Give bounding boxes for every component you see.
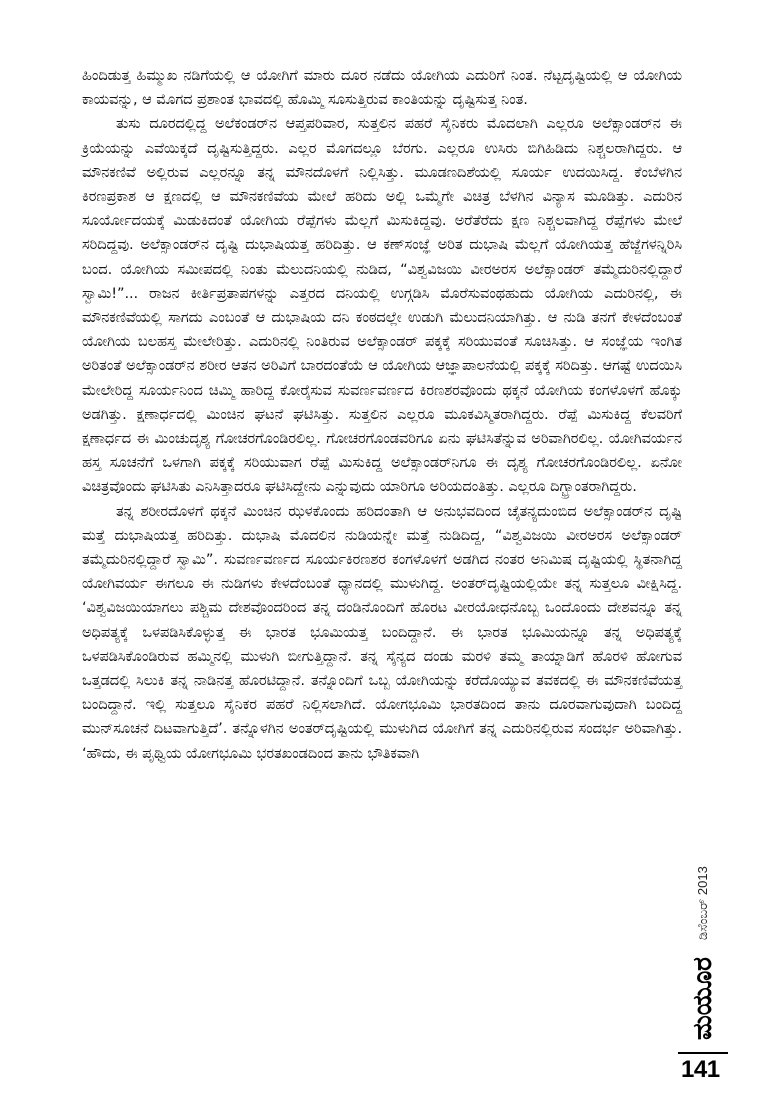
issue-date: ಡಿಸೆಂಬರ್ 2013 bbox=[695, 866, 710, 940]
paragraph: ಹಿಂದಿಡುತ್ತ ಹಿಮ್ಮುಖ ನಡಿಗೆಯಲ್ಲಿ ಆ ಯೋಗಿಗೆ ಮಾರು ದೂರ ನಡೆದು ಯೋಗಿಯ ಎದುರಿಗೆ ನಿಂತ. ನೆಟ್ಟದೃಷ್ಟಿಯಲ್ಲಿ ಆ ಯೋಗಿಯ ಕಾಯವನ್ನು, ಆ ಮೊಗದ ಪ್ರಶಾಂತ ಭಾವದಲ್ಲಿ ಹೊಮ್ಮಿ ಸೂಸುತ್ತಿರುವ ಕಾಂತಿಯನ್ನು ದೃಷ್ಟಿಸುತ್ತ ನಿಂತ. bbox=[82, 67, 682, 109]
magazine-logo: ಮಯೂರ bbox=[688, 957, 718, 1041]
magazine-sidebar bbox=[690, 820, 716, 1060]
paragraph: ತುಸು ದೂರದಲ್ಲಿದ್ದ ಅಲೆಕಂಡರ್‌ನ ಆಪ್ತಪರಿವಾರ, ಸುತ್ತಲಿನ ಪಹರೆ ಸೈನಿಕರು ಮೊದಲಾಗಿ ಎಲ್ಲರೂ ಅಲೆಕ್ಸಾಂಡರ್‌ನ ಈ ಕ್ರಿಯೆಯನ್ನು ಎವೆಯಿಕ್ಕದೆ ದೃಷ್ಟಿಸುತ್ತಿದ್ದರು. ಎಲ್ಲರ ಮೊಗದಲ್ಲೂ ಬೆರಗು. ಎಲ್ಲರೂ ಉಸಿರು ಬಿಗಿಹಿಡಿದು ನಿಶ್ಚಲರಾಗಿದ್ದರು. ಆ ಮೌನಕಣಿವೆ ಅಲ್ಲಿರುವ ಎಲ್ಲರನ್ನೂ ತನ್ನ ಮೌನದೊಳಗೆ ನಿಲ್ಲಿಸಿತ್ತು. ಮೂಡಣದಿಶೆಯಲ್ಲಿ ಸೂರ್ಯ ಉದಯಿಸಿದ್ದ. ಕೆಂಬೆಳಗಿನ ಕಿರಣಪ್ರಕಾಶ ಆ ಕ್ಷಣದಲ್ಲಿ ಆ ಮೌನಕಣಿವೆಯ ಮೇಲೆ ಹರಿದು ಅಲ್ಲಿ ಒಮ್ಮೆಗೇ ವಿಚಿತ್ರ ಬೆಳಗಿನ ವಿನ್ಯಾಸ ಮೂಡಿತ್ತು. ಎದುರಿನ ಸೂರ್ಯೋದಯಕ್ಕೆ ಮಿಡುಕಿದಂತೆ ಯೋಗಿಯ ರೆಪ್ಪೆಗಳು ಮೆಲ್ಲಗೆ ಮಿಸುಕಿದ್ದವು. ಅರೆತೆರೆದು ಕ್ಷಣ ನಿಶ್ಚಲವಾಗಿದ್ದ ರೆಪ್ಪೆಗಳು ಮೇಲೆ ಸರಿದಿದ್ದವು. ಅಲೆಕ್ಸಾಂಡರ್‌ನ ದೃಷ್ಟಿ ದುಭಾಷಿಯತ್ತ ಹರಿದಿತ್ತು. ಆ ಕಣ್‌ಸಂಜ್ಞೆ ಅರಿತ ದುಭಾಷಿ ಮೆಲ್ಲಗೆ ಯೋಗಿಯತ್ತ ಹೆಜ್ಜೆಗಳನ್ನಿರಿಸಿ ಬಂದ. ಯೋಗಿಯ ಸಮೀಪದಲ್ಲಿ ನಿಂತು ಮೆಲುದನಿಯಲ್ಲಿ ನುಡಿದ, “ವಿಶ್ವವಿಜಯಿ ವೀರಅರಸ ಅಲೆಕ್ಸಾಂಡರ್ ತಮ್ಮೆದುರಿನಲ್ಲಿದ್ದಾರೆ ಸ್ವಾಮಿ!”... ರಾಜನ ಕೀರ್ತಿಪ್ರತಾಪಗಳನ್ನು ಎತ್ತರದ ದನಿಯಲ್ಲಿ ಉಗ್ಗಡಿಸಿ ಮೊರೆಸುವಂಥಹುದು ಯೋಗಿಯ ಎದುರಿನಲ್ಲಿ, ಈ ಮೌನಕಣಿವೆಯಲ್ಲಿ ಸಾಗದು ಎಂಬಂತೆ ಆ ದುಭಾಷಿಯ ದನಿ ಕಂಠದಲ್ಲೇ ಉಡುಗಿ ಮೆಲುದನಿಯಾಗಿತ್ತು. ಆ ನುಡಿ ತನಗೆ ಕೇಳದೆಂಬಂತೆ ಯೋಗಿಯ ಬಲಹಸ್ತ ಮೇಲೇರಿತ್ತು. ಎದುರಿನಲ್ಲಿ ನಿಂತಿರುವ ಅಲೆಕ್ಸಾಂಡರ್ ಪಕ್ಕಕ್ಕೆ ಸರಿಯುವಂತೆ ಸೂಚಿಸಿತ್ತು. ಆ ಸಂಜ್ಞೆಯ ಇಂಗಿತ ಅರಿತಂತೆ ಅಲೆಕ್ಸಾಂಡರ್‌ನ ಶರೀರ ಆತನ ಅರಿವಿಗೆ ಬಾರದಂತೆಯೆ ಆ ಯೋಗಿಯ ಆಜ್ಞಾಪಾಲನೆಯಲ್ಲಿ ಪಕ್ಕಕ್ಕೆ ಸರಿದಿತ್ತು. ಆಗಷ್ಟೆ ಉದಯಿಸಿ ಮೇಲೇರಿದ್ದ ಸೂರ್ಯನಿಂದ ಚಿಮ್ಮಿ ಹಾರಿದ್ದ ಕೋರೈಸುವ ಸುವರ್ಣವರ್ಣದ ಕಿರಣಶರವೊಂದು ಥಕ್ಕನೆ ಯೋಗಿಯ ಕಂಗಳೊಳಗೆ ಹೊಕ್ಕು ಅಡಗಿತ್ತು. ಕ್ಷಣಾರ್ಧದಲ್ಲಿ ಮಿಂಚಿನ ಘಟನೆ ಘಟಿಸಿತ್ತು. ಸುತ್ತಲಿನ ಎಲ್ಲರೂ ಮೂಕವಿಸ್ಮಿತರಾಗಿದ್ದರು. ರೆಪ್ಪೆ ಮಿಸುಕಿದ್ದ ಕೆಲವರಿಗೆ ಕ್ಷಣಾರ್ಧದ ಈ ಮಿಂಚುದೃಶ್ಯ ಗೋಚರಗೊಂಡಿರಲಿಲ್ಲ. ಗೋಚರಗೊಂಡವರಿಗೂ ಏನು ಘಟಿಸಿತೆನ್ನುವ ಅರಿವಾಗಿರಲಿಲ್ಲ. ಯೋಗಿವರ್ಯನ ಹಸ್ತ ಸೂಚನೆಗೆ ಒಳಗಾಗಿ ಪಕ್ಕಕ್ಕೆ ಸರಿಯುವಾಗ ರೆಪ್ಪೆ ಮಿಸುಕಿದ್ದ ಅಲೆಕ್ಸಾಂಡರ್‌ನಿಗೂ ಈ ದೃಶ್ಯ ಗೋಚರಗೊಂಡಿರಲಿಲ್ಲ. ಏನೋ ವಿಚಿತ್ರವೊಂದು ಘಟಿಸಿತು ಎನಿಸಿತ್ತಾದರೂ ಘಟಿಸಿದ್ದೇನು ಎನ್ನುವುದು ಯಾರಿಗೂ ಅರಿಯದಂತಿತ್ತು. ಎಲ್ಲರೂ ದಿಗ್ಭ್ರಾಂತರಾಗಿದ್ದರು. bbox=[82, 115, 682, 496]
page-number: 141 bbox=[681, 1056, 720, 1083]
page-number-rule bbox=[678, 1052, 728, 1054]
article-body bbox=[82, 64, 682, 766]
paragraph: ತನ್ನ ಶರೀರದೊಳಗೆ ಥಕ್ಕನೆ ಮಿಂಚಿನ ಝಳಕೊಂದು ಹರಿದಂತಾಗಿ ಆ ಅನುಭವದಿಂದ ಚೈತನ್ಯದುಂಬಿದ ಅಲೆಕ್ಸಾಂಡರ್‌ನ ದೃಷ್ಟಿ ಮತ್ತೆ ದುಭಾಷಿಯತ್ತ ಹರಿದಿತ್ತು. ದುಭಾಷಿ ಮೊದಲಿನ ನುಡಿಯನ್ನೇ ಮತ್ತೆ ನುಡಿದಿದ್ದ, “ವಿಶ್ವವಿಜಯಿ ವೀರಅರಸ ಅಲೆಕ್ಸಾಂಡರ್ ತಮ್ಮೆದುರಿನಲ್ಲಿದ್ದಾರೆ ಸ್ವಾಮಿ”. ಸುವರ್ಣವರ್ಣದ ಸೂರ್ಯಕಿರಣಶರ ಕಂಗಳೊಳಗೆ ಅಡಗಿದ ನಂತರ ಅನಿಮಿಷ ದೃಷ್ಟಿಯಲ್ಲಿ ಸ್ಥಿತನಾಗಿದ್ದ ಯೋಗಿವರ್ಯ ಈಗಲೂ ಈ ನುಡಿಗಳು ಕೇಳದೆಂಬಂತೆ ಧ್ಯಾನದಲ್ಲಿ ಮುಳುಗಿದ್ದ. ಅಂತರ್‌ದೃಷ್ಟಿಯಲ್ಲಿಯೇ ತನ್ನ ಸುತ್ತಲೂ ವೀಕ್ಷಿಸಿದ್ದ. ‘ವಿಶ್ವವಿಜಯಿಯಾಗಲು ಪಶ್ಚಿಮ ದೇಶವೊಂದರಿಂದ ತನ್ನ ದಂಡಿನೊಂದಿಗೆ ಹೊರಟ ವೀರಯೋಧನೊಬ್ಬ ಒಂದೊಂದು ದೇಶವನ್ನೂ ತನ್ನ ಅಧಿಪತ್ಯಕ್ಕೆ ಒಳಪಡಿಸಿಕೊಳ್ಳುತ್ತ ಈ ಭಾರತ ಭೂಮಿಯತ್ತ ಬಂದಿದ್ದಾನೆ. ಈ ಭಾರತ ಭೂಮಿಯನ್ನೂ ತನ್ನ ಅಧಿಪತ್ಯಕ್ಕೆ ಒಳಪಡಿಸಿಕೊಂಡಿರುವ ಹಮ್ಮಿನಲ್ಲಿ ಮುಳುಗಿ ಬೀಗುತ್ತಿದ್ದಾನೆ. ತನ್ನ ಸೈನ್ಯದ ದಂಡು ಮರಳಿ ತಮ್ಮ ತಾಯ್ನಾಡಿಗೆ ಹೊರಳಿ ಹೋಗುವ ಒತ್ತಡದಲ್ಲಿ ಸಿಲುಕಿ ತನ್ನ ನಾಡಿನತ್ತ ಹೊರಟಿದ್ದಾನೆ. ತನ್ನೊಂದಿಗೆ ಒಬ್ಬ ಯೋಗಿಯನ್ನು ಕರೆದೊಯ್ಯುವ ತವಕದಲ್ಲಿ ಈ ಮೌನಕಣಿವೆಯತ್ತ ಬಂದಿದ್ದಾನೆ. ಇಲ್ಲಿ ಸುತ್ತಲೂ ಸೈನಿಕರ ಪಹರೆ ನಿಲ್ಲಿಸಲಾಗಿದೆ. ಯೋಗಭೂಮಿ ಭಾರತದಿಂದ ತಾನು ದೂರವಾಗುವುದಾಗಿ ಬಂದಿದ್ದ ಮುನ್‌ಸೂಚನೆ ದಿಟವಾಗುತ್ತಿದೆ’. ತನ್ನೊಳಗಿನ ಅಂತರ್‌ದೃಷ್ಟಿಯಲ್ಲಿ ಮುಳುಗಿದ ಯೋಗಿಗೆ ತನ್ನ ಎದುರಿನಲ್ಲಿರುವ ಸಂದರ್ಭ ಅರಿವಾಗಿತ್ತು. ‘ಹೌದು, ಈ ಪೃಥ್ವಿಯ ಯೋಗಭೂಮಿ ಭರತಖಂಡದಿಂದ ತಾನು ಭೌತಿಕವಾಗಿ bbox=[82, 502, 682, 762]
